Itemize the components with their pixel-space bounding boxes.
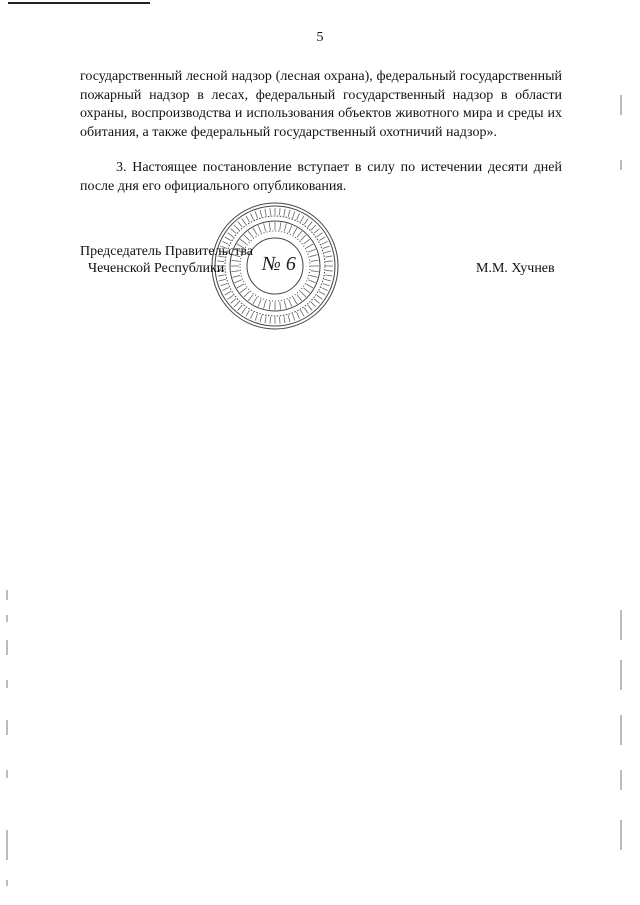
signer-title-block <box>80 243 253 277</box>
signer-title: Председатель Правительства <box>80 244 253 259</box>
seal-number: № 6 <box>262 253 296 275</box>
body-paragraph-2: 3. Настоящее постановление вступает в силу по истечении десяти дней после дня его официального опубликования. <box>80 160 562 194</box>
signer-name: М.М. Хучнев <box>476 261 555 276</box>
body-paragraph-1: государственный лесной надзор (лесная охрана), федеральный государственный пожарный надзор в лесах, федеральный государственный надзор в области охраны, воспроизводства и использования объектов животного мира и среды их обитания, а также федеральный государственный охотничий надзор». <box>80 69 562 140</box>
signer-region: Чеченской Республики <box>88 261 225 276</box>
top-rule-line <box>8 2 150 4</box>
page-number: 5 <box>316 30 324 45</box>
right-edge-scan-marks <box>618 0 624 905</box>
left-edge-scan-marks <box>4 0 10 905</box>
